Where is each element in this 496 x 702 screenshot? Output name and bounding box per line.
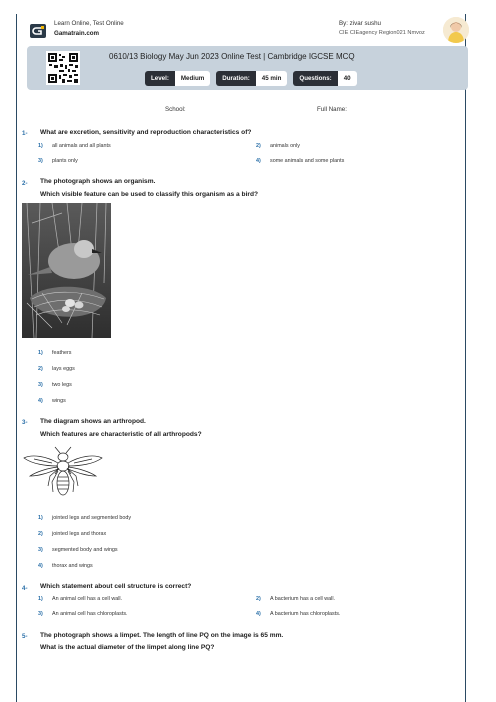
question-subtext: Which features are characteristic of all arthropods? [40, 431, 202, 438]
school-label: School: [165, 106, 186, 113]
qr-code-icon[interactable] [46, 51, 80, 85]
question-text: The photograph shows an organism. [40, 178, 156, 185]
question-number: 4- [22, 585, 28, 592]
page-header [0, 0, 496, 46]
provider-name: CIE CIEagency Region021 Nmvoz [339, 30, 425, 36]
avatar [443, 17, 469, 43]
duration-value: 45 min [256, 71, 288, 86]
question-text: The diagram shows an arthropod. [40, 418, 146, 425]
duration-pill [216, 71, 287, 86]
gamatrain-logo-icon [30, 24, 46, 38]
duration-label: Duration: [216, 71, 256, 86]
question-text: Which statement about cell structure is correct? [40, 583, 192, 590]
site-name[interactable]: Gamatrain.com [54, 30, 100, 37]
question-subtext: Which visible feature can be used to classify this organism as a bird? [40, 191, 259, 198]
questions-label: Questions: [293, 71, 337, 86]
question-text: What are excretion, sensitivity and reproduction characteristics of? [40, 129, 252, 136]
questions-pill [293, 71, 356, 86]
question-number: 5- [22, 633, 28, 640]
level-label: Level: [145, 71, 175, 86]
bird-photo [22, 203, 111, 338]
question-subtext: What is the actual diameter of the limpet along line PQ? [40, 644, 215, 651]
level-pill [145, 71, 210, 86]
insect-diagram [22, 446, 104, 502]
test-meta [145, 71, 357, 86]
fullname-label: Full Name: [317, 106, 347, 113]
level-value: Medium [175, 71, 210, 86]
question-number: 1- [22, 130, 28, 137]
author-name: By: zivar sushu [339, 20, 381, 27]
user-avatar-icon [443, 17, 469, 43]
question-text: The photograph shows a limpet. The length of line PQ on the image is 65 mm. [40, 632, 284, 639]
questions-value: 40 [338, 71, 357, 86]
question-number: 3- [22, 419, 28, 426]
test-info-banner [27, 46, 468, 90]
question-number: 2- [22, 180, 28, 187]
test-title: 0610/13 Biology May Jun 2023 Online Test | Cambridge IGCSE MCQ [109, 52, 355, 61]
site-tagline: Learn Online, Test Online [54, 20, 124, 27]
